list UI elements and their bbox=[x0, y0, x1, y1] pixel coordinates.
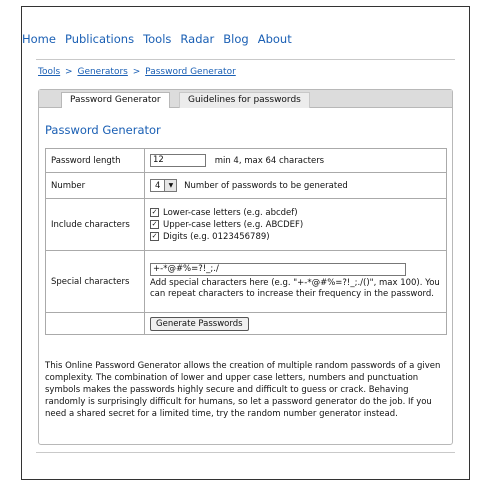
nav-blog-link[interactable]: Blog bbox=[223, 32, 249, 46]
include-option bbox=[150, 208, 441, 218]
breadcrumb-generators-link[interactable]: Generators bbox=[77, 67, 128, 77]
breadcrumb-current-link[interactable]: Password Generator bbox=[145, 67, 236, 77]
breadcrumb-separator: > bbox=[132, 67, 141, 77]
length-label: Password length bbox=[46, 149, 145, 173]
special-hint: Add special characters here (e.g. "+-*@#%=?!_;./()", max 100). You can repeat characters to increase their frequency in the password. bbox=[150, 278, 440, 299]
form-row-submit bbox=[46, 313, 447, 335]
special-label: Special characters bbox=[46, 251, 145, 313]
tab-bar bbox=[39, 90, 452, 108]
generate-passwords-button[interactable]: Generate Passwords bbox=[150, 317, 249, 331]
number-cell bbox=[145, 173, 447, 199]
submit-cell bbox=[145, 313, 447, 335]
nav-radar-link[interactable]: Radar bbox=[180, 32, 215, 46]
length-hint: min 4, max 64 characters bbox=[214, 156, 325, 166]
form-row-special bbox=[46, 251, 447, 313]
form-row-number bbox=[46, 173, 447, 199]
generator-panel bbox=[38, 89, 453, 445]
digits-checkbox[interactable]: ✓ bbox=[151, 231, 158, 240]
form-row-length bbox=[46, 149, 447, 173]
breadcrumb-separator: > bbox=[65, 67, 73, 77]
top-navigation bbox=[22, 27, 301, 51]
length-cell bbox=[145, 149, 447, 173]
include-option bbox=[150, 220, 441, 230]
nav-about-link[interactable]: About bbox=[257, 32, 292, 46]
footer-divider bbox=[36, 452, 455, 453]
page-title: Password Generator bbox=[45, 123, 161, 137]
special-characters-input[interactable]: +-*@#%=?!_;./ bbox=[150, 263, 406, 276]
nav-home-link[interactable]: Home bbox=[22, 32, 56, 46]
nav-tools-link[interactable]: Tools bbox=[143, 32, 172, 46]
password-length-input[interactable]: 12 bbox=[150, 154, 206, 167]
form-row-include bbox=[46, 199, 447, 251]
nav-publications-link[interactable]: Publications bbox=[64, 32, 135, 46]
number-hint: Number of passwords to be generated bbox=[184, 181, 348, 191]
generator-form bbox=[45, 148, 447, 335]
tab-password-generator[interactable]: Password Generator bbox=[61, 92, 170, 108]
nav-divider bbox=[36, 59, 455, 60]
lowercase-label: Lower-case letters (e.g. abcdef) bbox=[163, 207, 298, 218]
breadcrumb bbox=[38, 67, 236, 77]
special-cell bbox=[145, 251, 447, 313]
number-select[interactable] bbox=[150, 179, 177, 192]
include-label: Include characters bbox=[46, 199, 145, 251]
number-select-value: 4 bbox=[155, 180, 161, 191]
number-label: Number bbox=[46, 173, 145, 199]
submit-label-cell bbox=[46, 313, 145, 335]
uppercase-label: Upper-case letters (e.g. ABCDEF) bbox=[163, 219, 304, 230]
browser-frame bbox=[21, 6, 470, 480]
breadcrumb-tools-link[interactable]: Tools bbox=[38, 67, 61, 77]
description-text: This Online Password Generator allows the creation of multiple random passwords of a given complexity. The combination of lower and upper case letters, numbers and punctuation symbols makes the passwords highly secure and difficult to guess or crack. Behaving randomly is surprisingly difficult for humans, so let a password generator do the job. If you need a shared secret for a limited time, try the random number generator instead. bbox=[45, 361, 441, 419]
tab-guidelines[interactable]: Guidelines for passwords bbox=[179, 92, 310, 108]
include-cell bbox=[145, 199, 447, 251]
chevron-down-icon: ▼ bbox=[164, 180, 176, 191]
include-option bbox=[150, 232, 441, 242]
lowercase-checkbox[interactable]: ✓ bbox=[151, 207, 158, 216]
uppercase-checkbox[interactable]: ✓ bbox=[151, 219, 158, 228]
digits-label: Digits (e.g. 0123456789) bbox=[163, 231, 270, 242]
